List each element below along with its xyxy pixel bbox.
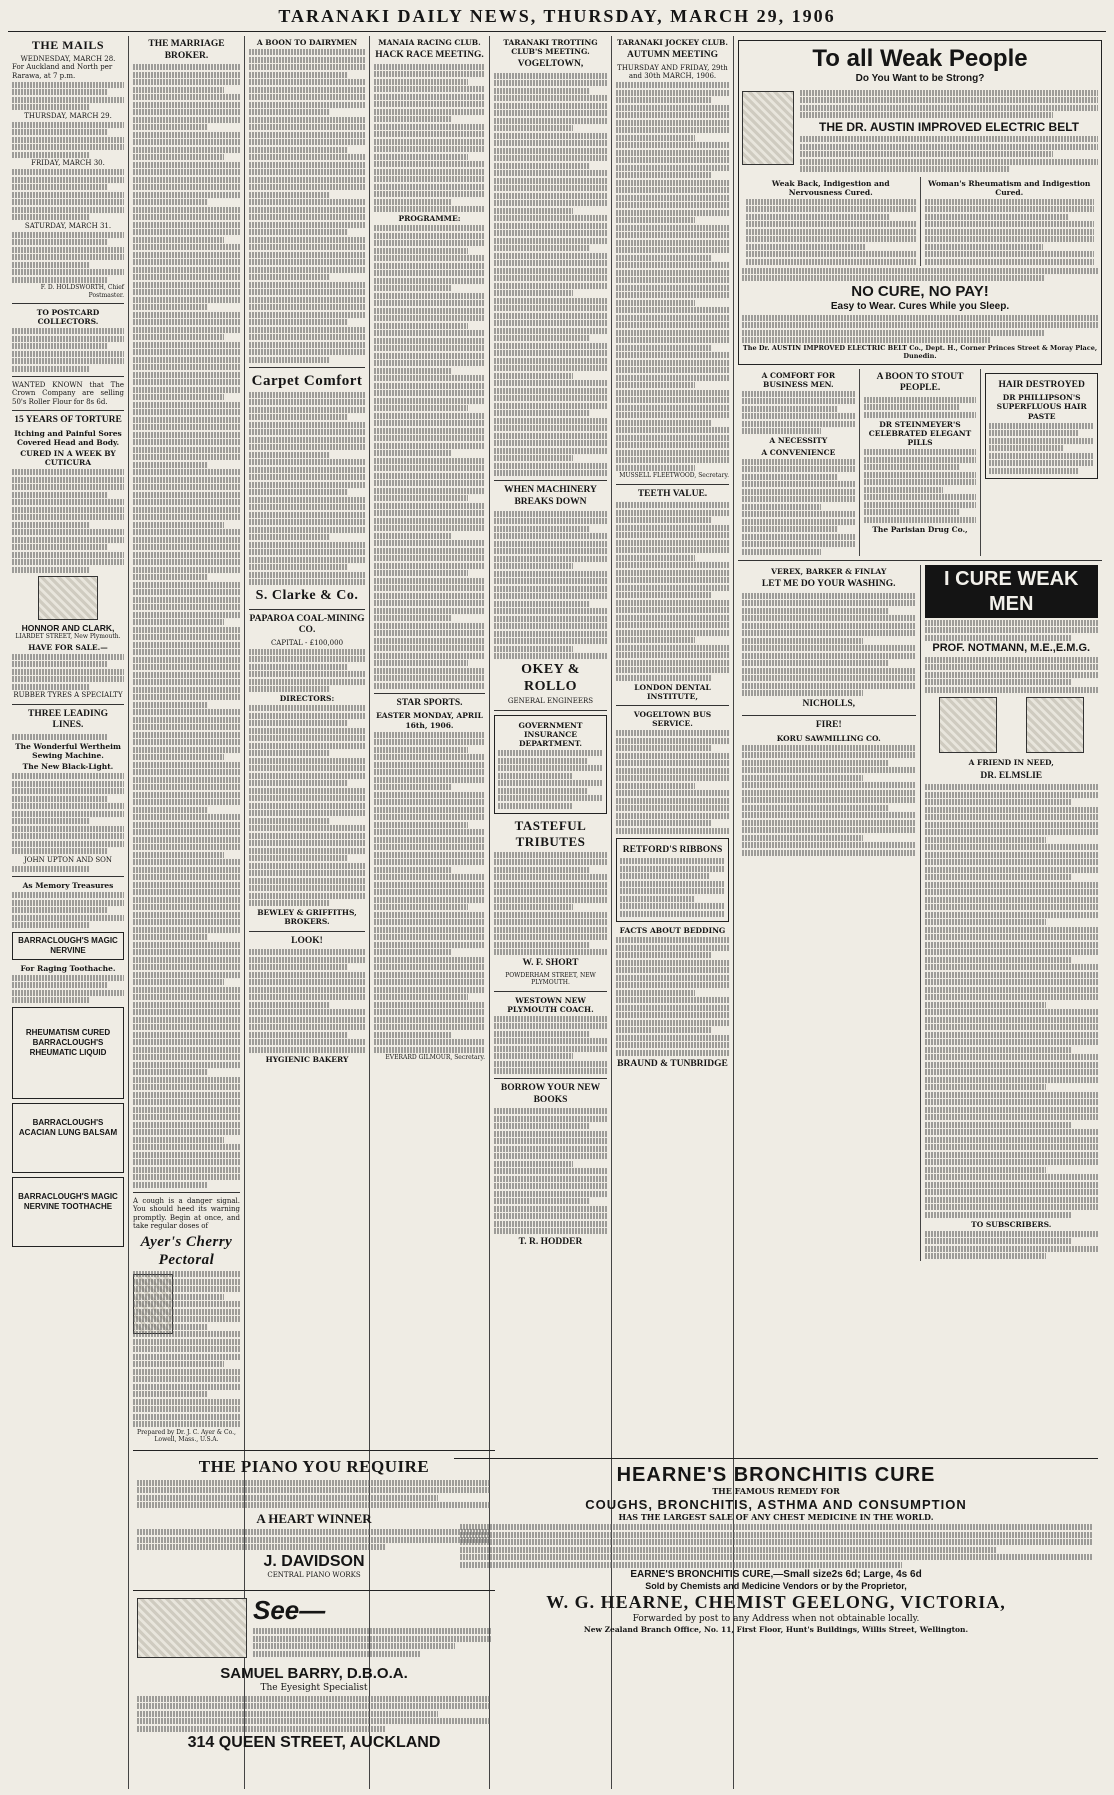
wf-short: W. F. SHORT xyxy=(522,958,579,969)
vogeltown-bus: VOGELTOWN BUS SERVICE. xyxy=(633,709,712,729)
mails-line: THURSDAY, MARCH 29. xyxy=(24,111,112,120)
government-insurance-title: GOVERNMENT INSURANCE DEPARTMENT. xyxy=(518,720,583,748)
retford-ribbons xyxy=(616,838,729,923)
do-your-washing: LET ME DO YOUR WASHING. xyxy=(761,579,896,590)
borrow-books: BORROW YOUR NEW BOOKS xyxy=(500,1083,601,1105)
prof-notmann: PROF. NOTMANN, M.E.,E.M.G. xyxy=(932,642,1091,655)
braund-tunbridge: BRAUND & TUNBRIDGE xyxy=(617,1058,728,1069)
to-subscribers: TO SUBSCRIBERS. xyxy=(971,1219,1052,1229)
tasteful-tributes: TASTEFUL TRIBUTES xyxy=(514,818,587,849)
column-1 xyxy=(8,36,129,1789)
hearne-branch: New Zealand Branch Office, No. 11, First Floor, Hunt's Buildings, Willis Street, Wellington. xyxy=(583,1625,969,1635)
bewley-griffiths: BEWLEY & GRIFFITHS, BROKERS. xyxy=(257,908,357,927)
phillipson-paste: DR PHILLIPSON'S SUPERFLUOUS HAIR PASTE xyxy=(996,393,1087,421)
see-heading: See— xyxy=(253,1595,326,1625)
london-dental: LONDON DENTAL INSTITUTE, xyxy=(634,682,711,701)
have-for-sale: HAVE FOR SALE.— xyxy=(28,642,108,652)
masthead: TARANAKI DAILY NEWS, THURSDAY, MARCH 29, 1906 xyxy=(8,6,1106,32)
belt-right-head: Woman's Rheumatism and Indigestion Cured. xyxy=(928,178,1091,197)
star-secretary: EVERARD GILMOUR, Secretary. xyxy=(385,1054,485,1062)
black-light: The New Black-Light. xyxy=(22,762,114,772)
hearne-name: W. G. HEARNE, CHEMIST GEELONG, VICTORIA, xyxy=(546,1592,1006,1613)
portrait-right-illustration xyxy=(1026,697,1084,753)
weak-people-sub: Do You Want to be Strong? xyxy=(855,73,985,85)
koru-sawmilling: KORU SAWMILLING CO. xyxy=(776,733,881,743)
barry-sub: The Eyesight Specialist xyxy=(260,1683,368,1694)
jockey-secretary: MUSSELL FLEETWOOD, Secretary. xyxy=(619,472,729,480)
honnor-clark: HONNOR AND CLARK, xyxy=(21,622,115,633)
hygienic-bakery: HYGIENIC BAKERY xyxy=(265,1054,349,1064)
ads-row-1 xyxy=(738,369,1102,557)
boon-stout: A BOON TO STOUT PEOPLE. xyxy=(876,371,964,394)
hack-race-title: HACK RACE MEETING. xyxy=(375,50,484,61)
heart-winner: A HEART WINNER xyxy=(256,1511,372,1527)
carpet-comfort: Carpet Comfort xyxy=(251,372,363,389)
necessity: A NECESSITY xyxy=(769,436,828,446)
machinery-heading: WHEN MACHINERY BREAKS DOWN xyxy=(504,485,597,507)
cure-weak-men: I CURE WEAK MEN xyxy=(925,565,1099,618)
jockey-dates: THURSDAY AND FRIDAY, 29th and 30th MARCH, 1906. xyxy=(617,63,728,81)
wertheim-machine: The Wonderful Wertheim Sewing Machine. xyxy=(15,741,121,761)
steinmeyer-pills: DR STEINMEYER'S CELEBRATED ELEGANT PILLS xyxy=(868,419,972,448)
marriage-broker-title: THE MARRIAGE BROKER. xyxy=(148,39,225,61)
electric-belt-ad xyxy=(738,40,1102,365)
postmaster: F. D. HOLDSWORTH, Chief Postmaster. xyxy=(40,284,124,299)
hearne-ad xyxy=(454,1458,1098,1634)
rheumatism-ad: RHEUMATISM CURED BARRACLOUGH'S RHEUMATIC LIQUID xyxy=(12,1007,124,1099)
belt-footer: The Dr. AUSTIN IMPROVED ELECTRIC BELT Co., Dept. H., Corner Princes Street & Moray Place, Dunedin. xyxy=(742,343,1098,360)
belt-left-head: Weak Back, Indigestion and Nervousness Cured. xyxy=(771,178,890,197)
piano-ad xyxy=(133,1450,495,1580)
fire-heading: FIRE! xyxy=(815,720,842,731)
buggy-illustration xyxy=(38,576,98,620)
okey-sub: GENERAL ENGINEERS xyxy=(507,697,594,706)
eye-illustration xyxy=(137,1598,247,1658)
barraclough-nervine: BARRACLOUGH'S MAGIC NERVINE xyxy=(12,932,124,960)
hair-destroyed-box xyxy=(985,373,1098,480)
lung-balsam-ad: BARRACLOUGH'S ACACIAN LUNG BALSAM xyxy=(12,1103,124,1173)
rubber-tyres: RUBBER TYRES A SPECIALTY xyxy=(13,691,123,700)
toothache-heading: For Raging Toothache. xyxy=(20,963,116,973)
cuticura-heading: CURED IN A WEEK BY CUTICURA xyxy=(20,449,116,468)
facts-bedding: FACTS ABOUT BEDDING xyxy=(619,926,726,936)
convenience: A CONVENIENCE xyxy=(761,447,836,457)
dr-elmslie: DR. ELMSLIE xyxy=(980,770,1043,781)
teeth-value: TEETH VALUE. xyxy=(637,488,708,499)
hearne-forward: Forwarded by post to any Address when not obtainable locally. xyxy=(632,1614,920,1625)
westown-coach: WESTOWN NEW PLYMOUTH COACH. xyxy=(507,995,594,1014)
three-leading-lines: THREE LEADING LINES. xyxy=(28,708,108,731)
ayer-lead: A cough is a danger signal. You should heed its warning promptly. Begin at once, and take regular doses of xyxy=(133,1196,240,1231)
ayer-footer: Prepared by Dr. J. C. Ayer & Co., Lowell, Mass., U.S.A. xyxy=(137,1428,236,1444)
barry-address: 314 QUEEN STREET, AUCKLAND xyxy=(187,1734,441,1752)
manaia-title: MANAIA RACING CLUB. xyxy=(378,38,481,47)
jockey-club-title: TARANAKI JOCKEY CLUB. xyxy=(617,38,728,47)
piano-title: THE PIANO YOU REQUIRE xyxy=(198,1457,430,1476)
autumn-meeting: AUTUMN MEETING xyxy=(626,50,719,61)
marriage-broker-text xyxy=(133,64,240,1188)
hearne-sub: THE FAMOUS REMEDY FOR xyxy=(712,1486,840,1497)
postcard-collectors: TO POSTCARD COLLECTORS. xyxy=(36,307,100,327)
mails-line: SATURDAY, MARCH 31. xyxy=(24,221,112,230)
hearne-sales: HAS THE LARGEST SALE OF ANY CHEST MEDICINE IN THE WORLD. xyxy=(618,1512,934,1522)
hearne-list: COUGHS, BRONCHITIS, ASTHMA AND CONSUMPTION xyxy=(585,1497,967,1513)
tr-hodder: T. R. HODDER xyxy=(518,1237,583,1248)
paparoa-title: PAPAROA COAL-MINING CO. xyxy=(249,613,365,636)
no-cure-no-pay: NO CURE, NO PAY! xyxy=(851,282,989,300)
retford-ribbons-title: RETFORD'S RIBBONS xyxy=(622,844,723,855)
paparoa-capital: CAPITAL - £100,000 xyxy=(270,638,344,647)
torture-subtitle: Itching and Painful Sores Covered Head and Body. xyxy=(14,428,122,448)
government-insurance xyxy=(494,715,607,814)
comfort-business: A COMFORT FOR BUSINESS MEN. xyxy=(761,370,836,389)
honnor-address: LIARDET STREET, New Plymouth. xyxy=(15,633,121,641)
memory-treasures: As Memory Treasures xyxy=(22,880,114,890)
look-heading: LOOK! xyxy=(291,935,323,946)
hearne-title: HEARNE'S BRONCHITIS CURE xyxy=(616,1464,936,1486)
notmann-portraits xyxy=(925,694,1099,756)
verex-barker: VEREX, BARKER & FINLAY xyxy=(771,567,887,577)
parisian-drug: The Parisian Drug Co., xyxy=(872,524,968,534)
wanted-notice: WANTED KNOWN that The Crown Company are selling 50's Roller Flour for 8s 6d. xyxy=(12,380,124,406)
hair-destroyed: HAIR DESTROYED xyxy=(998,379,1085,390)
mails-line: For Auckland and North per Rarawa, at 7 p.m. xyxy=(12,63,113,80)
belt-intro xyxy=(742,88,1098,173)
nicholls: NICHOLLS, xyxy=(802,699,856,710)
belt-man-illustration xyxy=(742,91,794,165)
barry-top xyxy=(137,1595,491,1661)
programme-heading: PROGRAMME: xyxy=(398,214,461,224)
davidson-sub: CENTRAL PIANO WORKS xyxy=(267,1571,361,1580)
okey-rollo: OKEY & ROLLO xyxy=(521,662,580,695)
hearne-sold: Sold by Chemists and Medicine Vendors or by the Proprietor, xyxy=(645,1581,907,1592)
directors-heading: DIRECTORS: xyxy=(279,694,335,704)
ads-row-2 xyxy=(738,565,1102,1261)
toothache-ad: BARRACLOUGH'S MAGIC NERVINE TOOTHACHE xyxy=(12,1177,124,1247)
no-cure-sub: Easy to Wear. Cures While you Sleep. xyxy=(830,301,1010,313)
weak-people-title: To all Weak People xyxy=(812,45,1028,72)
hearne-price: EARNE'S BRONCHITIS CURE,—Small size2s 6d; Large, 4s 6d xyxy=(630,1569,922,1581)
torture-title: 15 YEARS OF TORTURE xyxy=(14,415,122,426)
trotting-title: TARANAKI TROTTING CLUB'S MEETING. xyxy=(503,38,598,57)
boon-dairymen: A BOON TO DAIRYMEN xyxy=(256,38,358,47)
easter-date: EASTER MONDAY, APRIL 16th, 1906. xyxy=(376,711,483,730)
wf-short-address: POWDERHAM STREET, NEW PLYMOUTH. xyxy=(505,971,596,987)
mails-line: WEDNESDAY, MARCH 28. xyxy=(20,54,116,63)
star-sports-title: STAR SPORTS. xyxy=(396,697,463,708)
ayer-title: Ayer's Cherry Pectoral xyxy=(140,1233,233,1269)
upton-son: JOHN UPTON AND SON xyxy=(23,855,113,864)
davidson-name: J. DAVIDSON xyxy=(263,1552,365,1570)
barry-name: SAMUEL BARRY, D.B.O.A. xyxy=(220,1665,408,1682)
vogeltown-heading: VOGELTOWN, xyxy=(517,59,584,70)
mails-line: FRIDAY, MARCH 30. xyxy=(31,159,105,168)
belt-testimonials xyxy=(742,177,1098,267)
belt-title: THE DR. AUSTIN IMPROVED ELECTRIC BELT xyxy=(818,119,1079,134)
clarke-co: S. Clarke & Co. xyxy=(255,588,359,604)
portrait-left-illustration xyxy=(939,697,997,753)
mails-title: THE MAILS xyxy=(31,38,105,52)
barry-ad xyxy=(133,1590,495,1757)
friend-in-need: A FRIEND IN NEED, xyxy=(968,758,1054,768)
